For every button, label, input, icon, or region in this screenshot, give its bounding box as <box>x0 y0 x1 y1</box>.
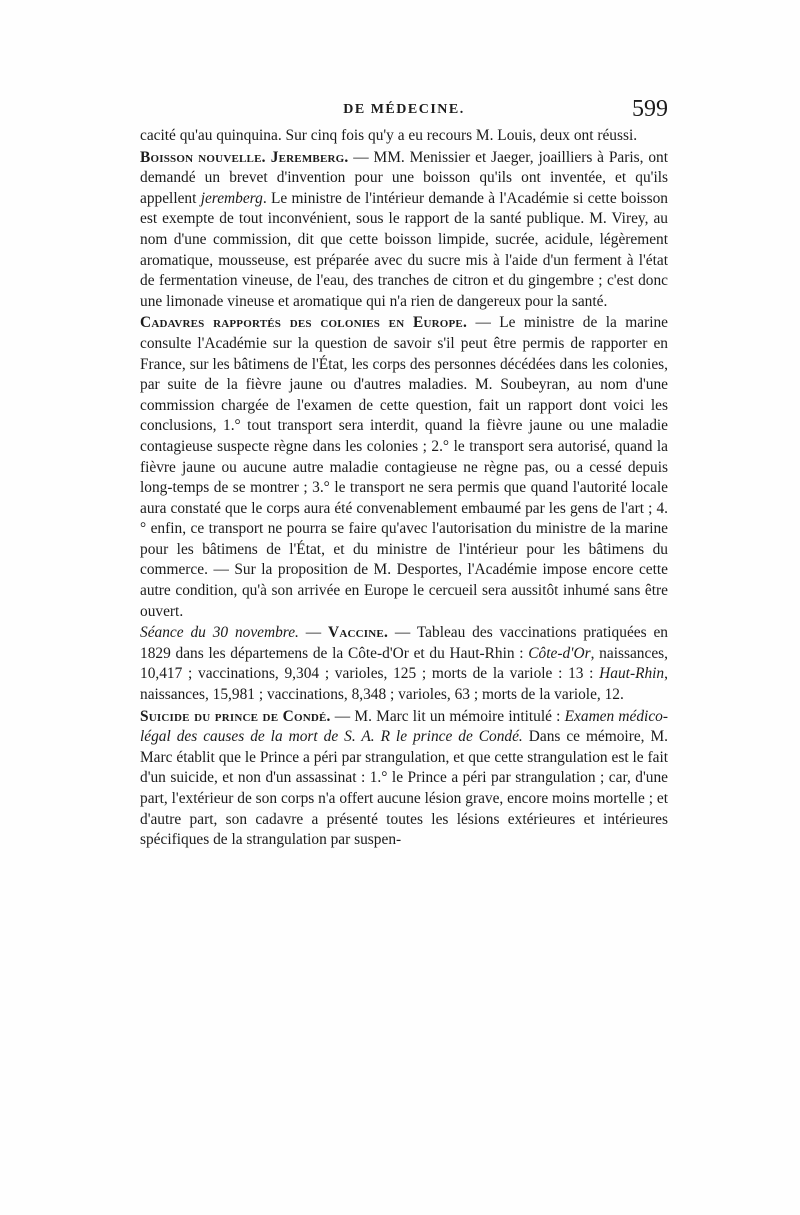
session-date: Séance du 30 novembre. <box>140 624 299 642</box>
text-segment: — Tableau des vaccinations pratiquées en 1829 dans les départemens de la Côte-d'Or et du Haut-Rhin : <box>140 624 668 662</box>
italic-term: Haut-Rhin <box>599 665 665 683</box>
text-segment: , naissances, 10,417 ; vaccinations, 9,304 ; varioles, 125 ; morts de la variole : 13 : <box>140 644 668 683</box>
paragraph <box>140 623 668 705</box>
text-segment: , naissances, 15,981 ; vaccinations, 8,348 ; varioles, 63 ; morts de la variole, 12. <box>140 665 668 704</box>
running-title: DE MÉDECINE. <box>343 102 465 117</box>
italic-term: jeremberg <box>200 189 263 207</box>
text-segment: cacité qu'au quinquina. Sur cinq fois qu'y a eu recours M. Louis, deux ont réussi. <box>140 127 638 144</box>
italic-term: Côte-d'Or <box>528 644 591 662</box>
text-segment: — MM. Menissier et Jaeger, joailliers à Paris, ont demandé un brevet d'invention pour une boisson qu'ils ont inventée, et qu'ils appellent <box>140 148 668 207</box>
running-head <box>140 96 668 126</box>
section-heading: Cadavres rapportés des colonies en Europe. <box>140 314 468 332</box>
body-text <box>140 126 668 852</box>
paragraph <box>140 707 668 851</box>
paragraph <box>140 313 668 622</box>
section-heading: Suicide du prince de Condé. <box>140 707 331 725</box>
section-heading: Boisson nouvelle. Jeremberg. <box>140 148 349 166</box>
section-heading: Vaccine. <box>328 624 388 642</box>
page-number: 599 <box>632 96 668 122</box>
text-segment: — M. Marc lit un mémoire intitulé : <box>330 707 565 725</box>
memoir-title: Examen médico-légal des causes de la mort de S. A. R le prince de Condé. <box>140 707 668 746</box>
paragraph <box>140 126 668 147</box>
text-segment: — <box>298 624 329 642</box>
text-segment: Dans ce mémoire, M. Marc établit que le Prince a péri par strangulation, et que cette strangulation est le fait d'un suicide, et non d'un assassinat : 1.° le Prince a péri par strangulation ; car, d'une part, l'extérieur de son corps n'a offert aucune lésion grave, encore moins mortelle ; et d'autre part, son cadavre a présenté toutes les lésions extérieures et intérieures spécifiques de la strangulation par suspen- <box>140 728 669 849</box>
text-segment: . Le ministre de l'intérieur demande à l'Académie si cette boisson est exempte de tout inconvénient, sous le rapport de la santé publique. M. Virey, au nom d'une commission, dit que cette boisson limpide, sucrée, acidule, légèrement aromatique, mousseuse, est préparée avec du sucre mis à l'aide d'un ferment à l'état de fermentation vineuse, de l'eau, des tranches de citron et du gingembre ; c'est donc une limonade vineuse et aromatique qui n'a rien de dangereux pour la santé. <box>140 189 668 310</box>
text-segment: — Le ministre de la marine consulte l'Académie sur la question de savoir s'il peut être permis de rapporter en France, sur les bâtimens de l'État, les corps des personnes décédées dans les colonies, par suite de la fièvre jaune ou d'autres maladies. M. Soubeyran, au nom d'une commission chargée de l'examen de cette question, fait un rapport dont voici les conclusions, 1.° tout transport sera interdit, quand la fièvre jaune ou une maladie contagieuse suspecte règne dans les colonies ; 2.° le transport sera autorisé, quand la fièvre jaune ou aucune autre maladie contagieuse ne règne pas, ou a cessé depuis long-temps de se montrer ; 3.° le transport ne sera permis que quand l'autorité locale aura constaté que le corps aura été convenablement embaumé par les gens de l'art ; 4.° enfin, ce transport ne pourra se faire qu'avec l'autorisation du ministre de la marine pour les bâtimens de l'État, et du ministre de l'intérieur pour les bâtimens du commerce. — Sur la proposition de M. Desportes, l'Académie impose encore cette autre condition, qu'à son arrivée en Europe le cercueil sera aussitôt inhumé sans être ouvert. <box>140 314 669 620</box>
paragraph <box>140 148 668 313</box>
